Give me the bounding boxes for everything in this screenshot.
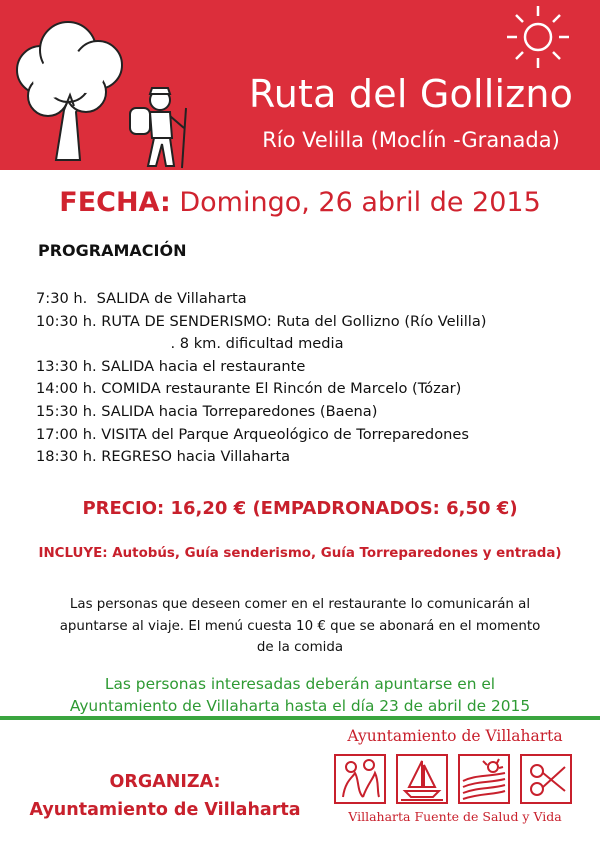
schedule-item: 15:30 h. SALIDA hacia Torreparedones (Baena)	[36, 402, 378, 420]
organizer-block	[10, 768, 320, 824]
date-value: Domingo, 26 abril de 2015	[179, 187, 541, 218]
logo-emblems-icon	[333, 751, 577, 807]
schedule-item: 10:30 h. RUTA DE SENDERISMO: Ruta del Gollizno (Río Velilla)	[36, 312, 487, 330]
signup-note	[20, 673, 580, 717]
logo-bottom-text: Villaharta Fuente de Salud y Vida	[348, 809, 562, 824]
signup-note-line: Las personas interesadas deberán apuntarse en el	[104, 675, 496, 693]
lunch-note-line: apuntarse al viaje. El menú cuesta 10 € que se abonará en el momento	[59, 618, 541, 634]
schedule-list	[36, 288, 576, 469]
lunch-note	[40, 594, 560, 659]
logo-top-text: Ayuntamiento de Villaharta	[347, 727, 563, 745]
event-title: Ruta del Gollizno	[248, 72, 574, 116]
event-date	[0, 187, 600, 218]
header-banner	[0, 0, 600, 170]
date-label: FECHA:	[59, 187, 171, 218]
signup-note-line: Ayuntamiento de Villaharta hasta el día 23 de abril de 2015	[69, 697, 531, 715]
includes-text: INCLUYE: Autobús, Guía senderismo, Guía Torreparedones y entrada)	[38, 546, 562, 561]
hiker-icon	[122, 78, 200, 170]
schedule-item: 18:30 h. REGRESO hacia Villaharta	[36, 448, 291, 466]
divider	[0, 716, 600, 720]
tree-icon	[6, 10, 136, 170]
program-heading: PROGRAMACIÓN	[38, 241, 187, 260]
town-logo	[330, 727, 580, 832]
schedule-item: 17:00 h. VISITA del Parque Arqueológico de Torreparedones	[36, 425, 469, 443]
organizer-name: Ayuntamiento de Villaharta	[29, 800, 301, 820]
lunch-note-line: de la comida	[256, 640, 344, 655]
schedule-item: 14:00 h. COMIDA restaurante El Rincón de Marcelo (Tózar)	[36, 380, 462, 398]
event-subtitle: Río Velilla (Moclín -Granada)	[262, 128, 560, 152]
sun-icon	[503, 2, 573, 72]
schedule-item: . 8 km. dificultad media	[36, 335, 344, 353]
lunch-note-line: Las personas que deseen comer en el restaurante lo comunicarán al	[69, 597, 531, 612]
organizer-label: ORGANIZA:	[109, 772, 221, 792]
schedule-item: 7:30 h. SALIDA de Villaharta	[36, 290, 247, 307]
price-text: PRECIO: 16,20 € (EMPADRONADOS: 6,50 €)	[82, 498, 518, 519]
schedule-item: 13:30 h. SALIDA hacia el restaurante	[36, 357, 306, 375]
